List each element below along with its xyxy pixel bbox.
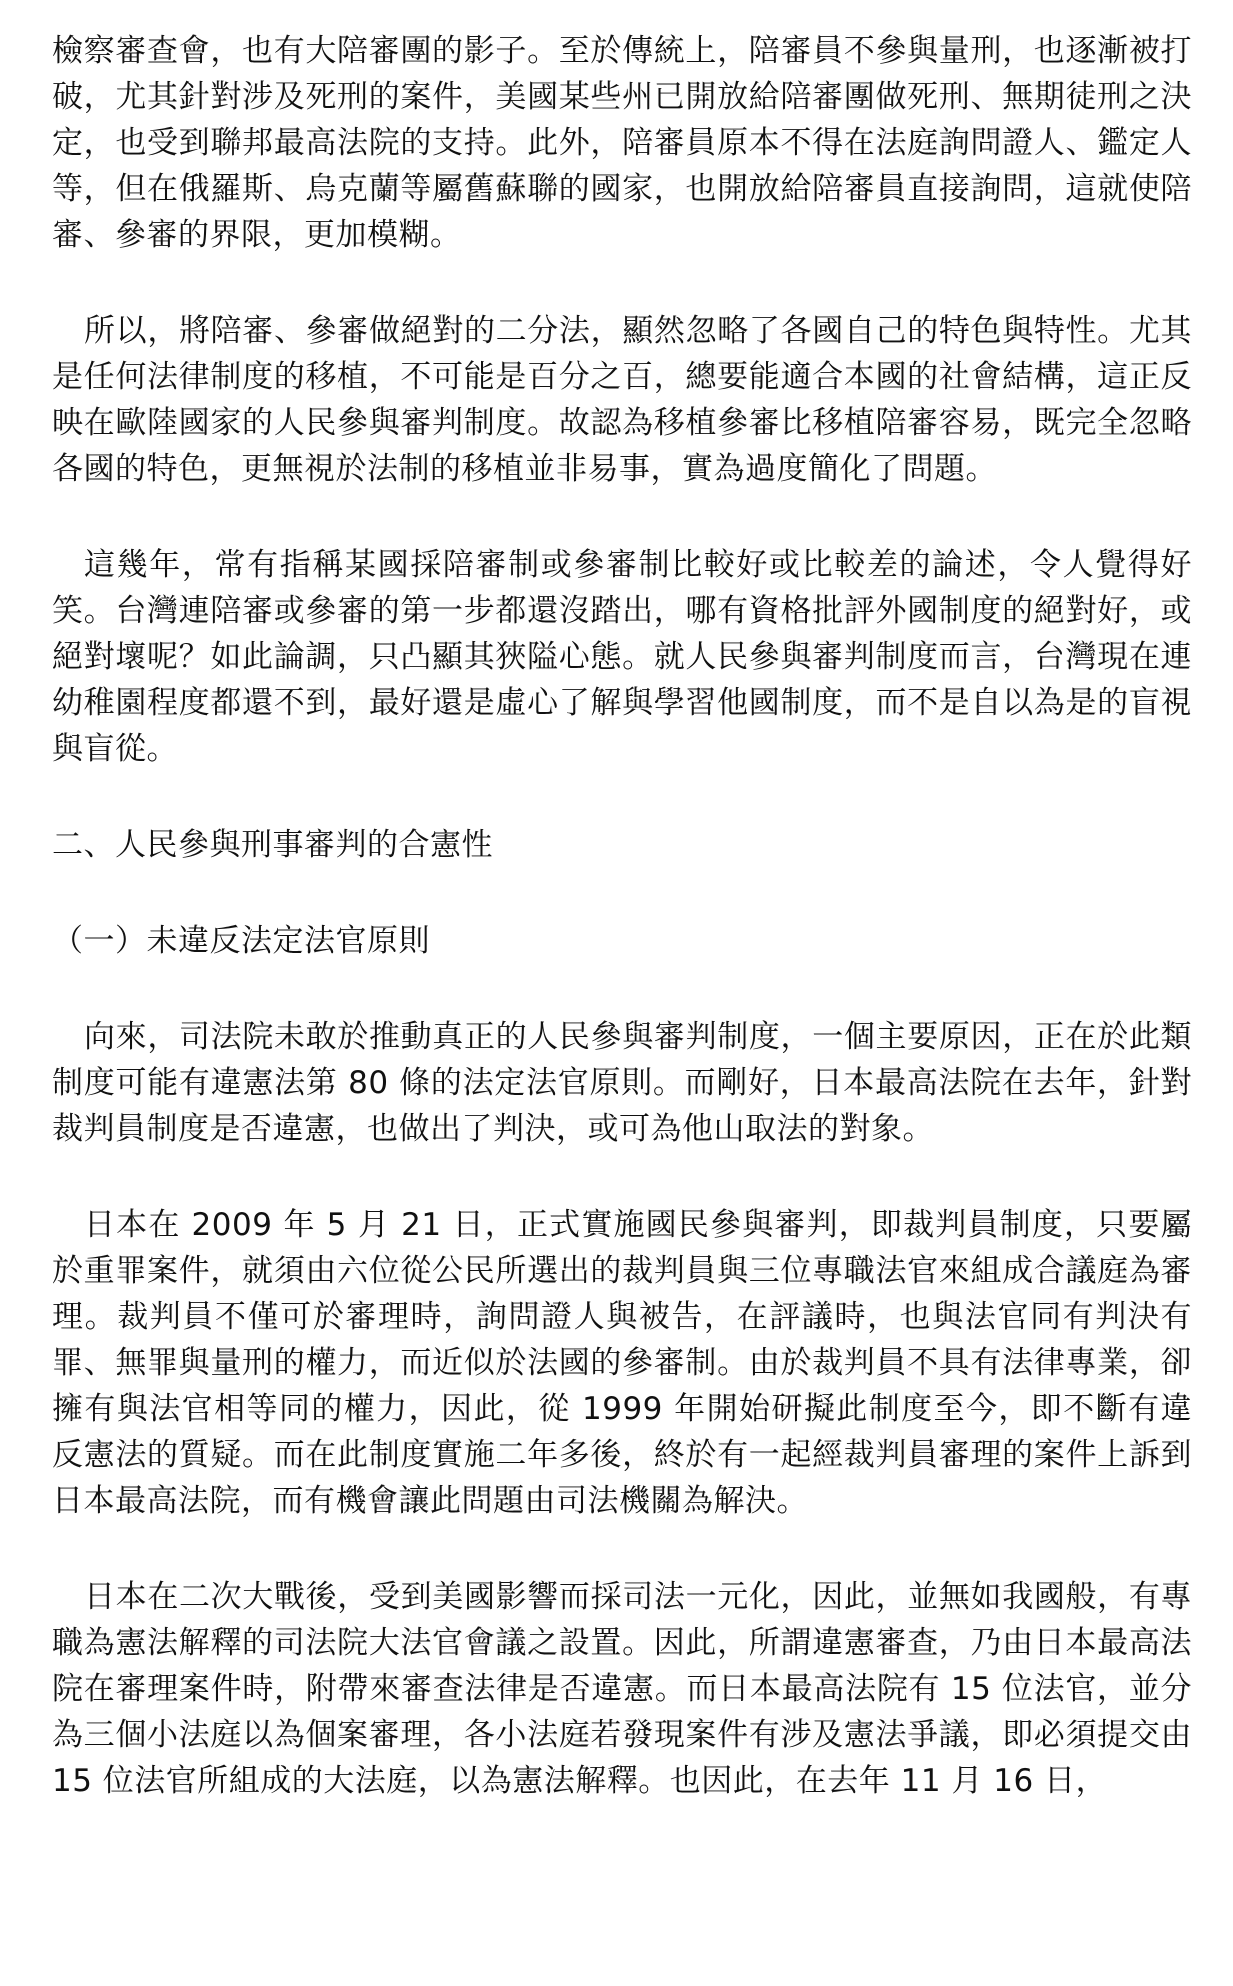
paragraph-3: 這幾年，常有指稱某國採陪審制或參審制比較好或比較差的論述，令人覺得好笑。台灣連陪審或參審的第一步都還沒踏出，哪有資格批評外國制度的絕對好，或絕對壞呢？如此論調，只凸顯其狹隘心態。就人民參與審判制度而言，台灣現在連幼稚園程度都還不到，最好還是虛心了解與學習他國制度，而不是自以為是的盲視與盲從。 (52, 547, 1192, 767)
paragraph-1: 檢察審查會，也有大陪審團的影子。至於傳統上，陪審員不參與量刑，也逐漸被打破，尤其針對涉及死刑的案件，美國某些州已開放給陪審團做死刑、無期徒刑之決定，也受到聯邦最高法院的支持。此外，陪審員原本不得在法庭詢問證人、鑑定人等，但在俄羅斯、烏克蘭等屬舊蘇聯的國家，也開放給陪審員直接詢問，這就使陪審、參審的界限，更加模糊。 (52, 33, 1192, 253)
section-heading: 二、人民參與刑事審判的合憲性 (52, 827, 493, 863)
paragraph-2: 所以，將陪審、參審做絕對的二分法，顯然忽略了各國自己的特色與特性。尤其是任何法律制度的移植，不可能是百分之百，總要能適合本國的社會結構，這正反映在歐陸國家的人民參與審判制度。故認為移植參審比移植陪審容易，既完全忽略各國的特色，更無視於法制的移植並非易事，實為過度簡化了問題。 (52, 313, 1192, 487)
paragraph-gap (52, 258, 1192, 308)
subsection-heading: （一）未違反法定法官原則 (52, 923, 430, 959)
paragraph-4: 向來，司法院未敢於推動真正的人民參與審判制度，一個主要原因，正在於此類制度可能有違憲法第 80 條的法定法官原則。而剛好，日本最高法院在去年，針對裁判員制度是否違憲，也做出了判決，或可為他山取法的對象。 (52, 1019, 1192, 1147)
paragraph-gap (52, 868, 1192, 918)
paragraph-gap (52, 772, 1192, 822)
paragraph-gap (52, 492, 1192, 542)
document-page (52, 28, 1192, 1804)
paragraph-gap (52, 964, 1192, 1014)
paragraph-6: 日本在二次大戰後，受到美國影響而採司法一元化，因此，並無如我國般，有專職為憲法解釋的司法院大法官會議之設置。因此，所謂違憲審查，乃由日本最高法院在審理案件時，附帶來審查法律是否違憲。而日本最高法院有 15 位法官，並分為三個小法庭以為個案審理，各小法庭若發現案件有涉及憲法爭議，即必須提交由 15 位法官所組成的大法庭，以為憲法解釋。也因此，在去年 11 月 16 日， (52, 1579, 1192, 1799)
paragraph-gap (52, 1152, 1192, 1202)
paragraph-5: 日本在 2009 年 5 月 21 日，正式實施國民參與審判，即裁判員制度，只要屬於重罪案件，就須由六位從公民所選出的裁判員與三位專職法官來組成合議庭為審理。裁判員不僅可於審理時，詢問證人與被告，在評議時，也與法官同有判決有罪、無罪與量刑的權力，而近似於法國的參審制。由於裁判員不具有法律專業，卻擁有與法官相等同的權力，因此，從 1999 年開始研擬此制度至今，即不斷有違反憲法的質疑。而在此制度實施二年多後，終於有一起經裁判員審理的案件上訴到日本最高法院，而有機會讓此問題由司法機關為解決。 (52, 1207, 1192, 1519)
paragraph-gap (52, 1524, 1192, 1574)
